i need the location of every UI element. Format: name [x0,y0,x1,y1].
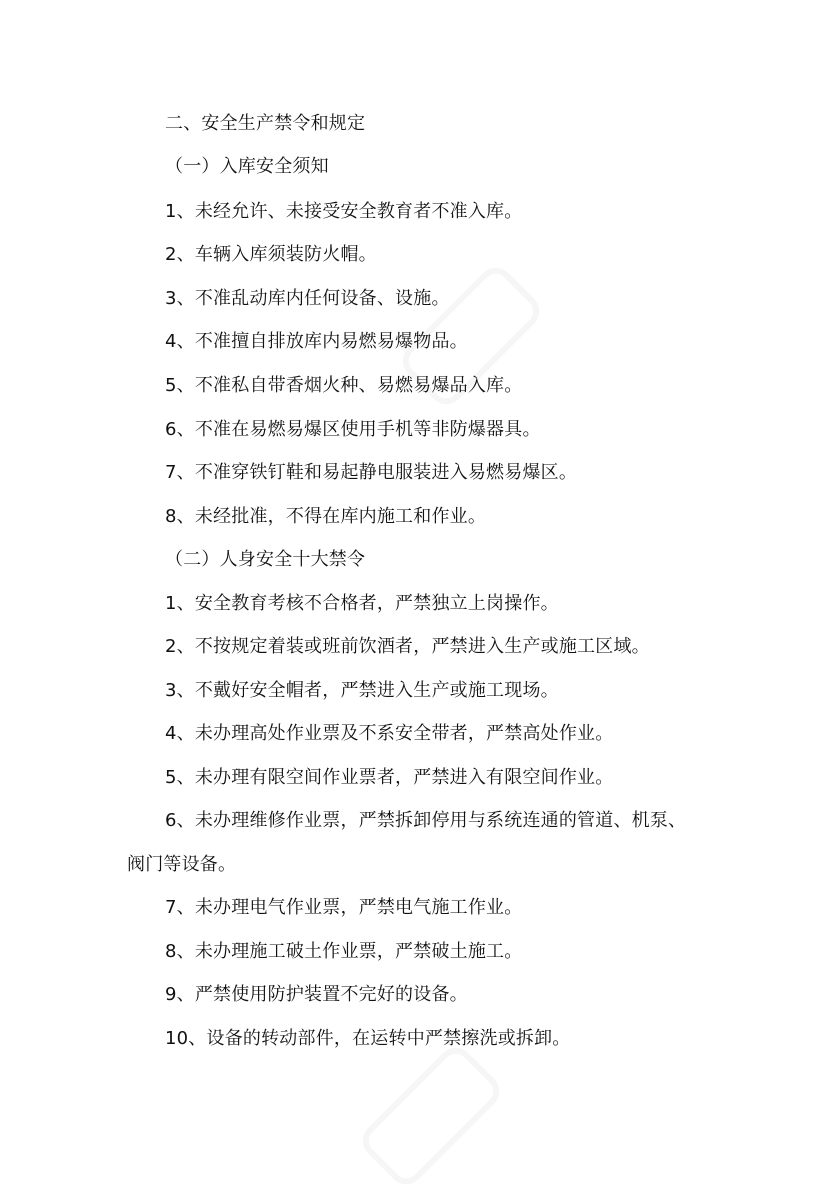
part1-item: 7、不准穿铁钉鞋和易起静电服装进入易燃易爆区。 [165,462,578,483]
part2-item: 8、未办理施工破土作业票，严禁破土施工。 [165,941,523,962]
section-title: 二、安全生产禁令和规定 [165,113,366,134]
part2-item: 10、设备的转动部件，在运转中严禁擦洗或拆卸。 [165,1028,571,1049]
part2-item-continuation: 阀门等设备。 [127,854,237,875]
part2-item: 9、严禁使用防护装置不完好的设备。 [165,984,468,1005]
part2-item: 2、不按规定着装或班前饮酒者，严禁进入生产或施工区域。 [165,636,650,657]
part2-heading: （二）人身安全十大禁令 [165,549,366,570]
part2-item: 1、安全教育考核不合格者，严禁独立上岗操作。 [165,593,559,614]
watermark-shape [355,1040,506,1191]
part2-item: 3、不戴好安全帽者，严禁进入生产或施工现场。 [165,680,559,701]
part1-item: 2、车辆入库须装防火帽。 [165,244,377,265]
part2-item: 4、未办理高处作业票及不系安全带者，严禁高处作业。 [165,723,614,744]
part1-item: 6、不准在易燃易爆区使用手机等非防爆器具。 [165,419,541,440]
part1-item: 3、不准乱动库内任何设备、设施。 [165,288,450,309]
part1-item: 8、未经批准，不得在库内施工和作业。 [165,506,487,527]
part1-item: 5、不准私自带香烟火种、易燃易爆品入库。 [165,375,523,396]
part1-heading: （一）入库安全须知 [165,156,329,177]
part2-item: 5、未办理有限空间作业票者，严禁进入有限空间作业。 [165,767,614,788]
part2-item: 7、未办理电气作业票，严禁电气施工作业。 [165,897,523,918]
part1-item: 4、不准擅自排放库内易燃易爆物品。 [165,331,468,352]
part2-item: 6、未办理维修作业票，严禁拆卸停用与系统连通的管道、机泵、 [165,810,687,831]
part1-item: 1、未经允许、未接受安全教育者不准入库。 [165,201,523,222]
